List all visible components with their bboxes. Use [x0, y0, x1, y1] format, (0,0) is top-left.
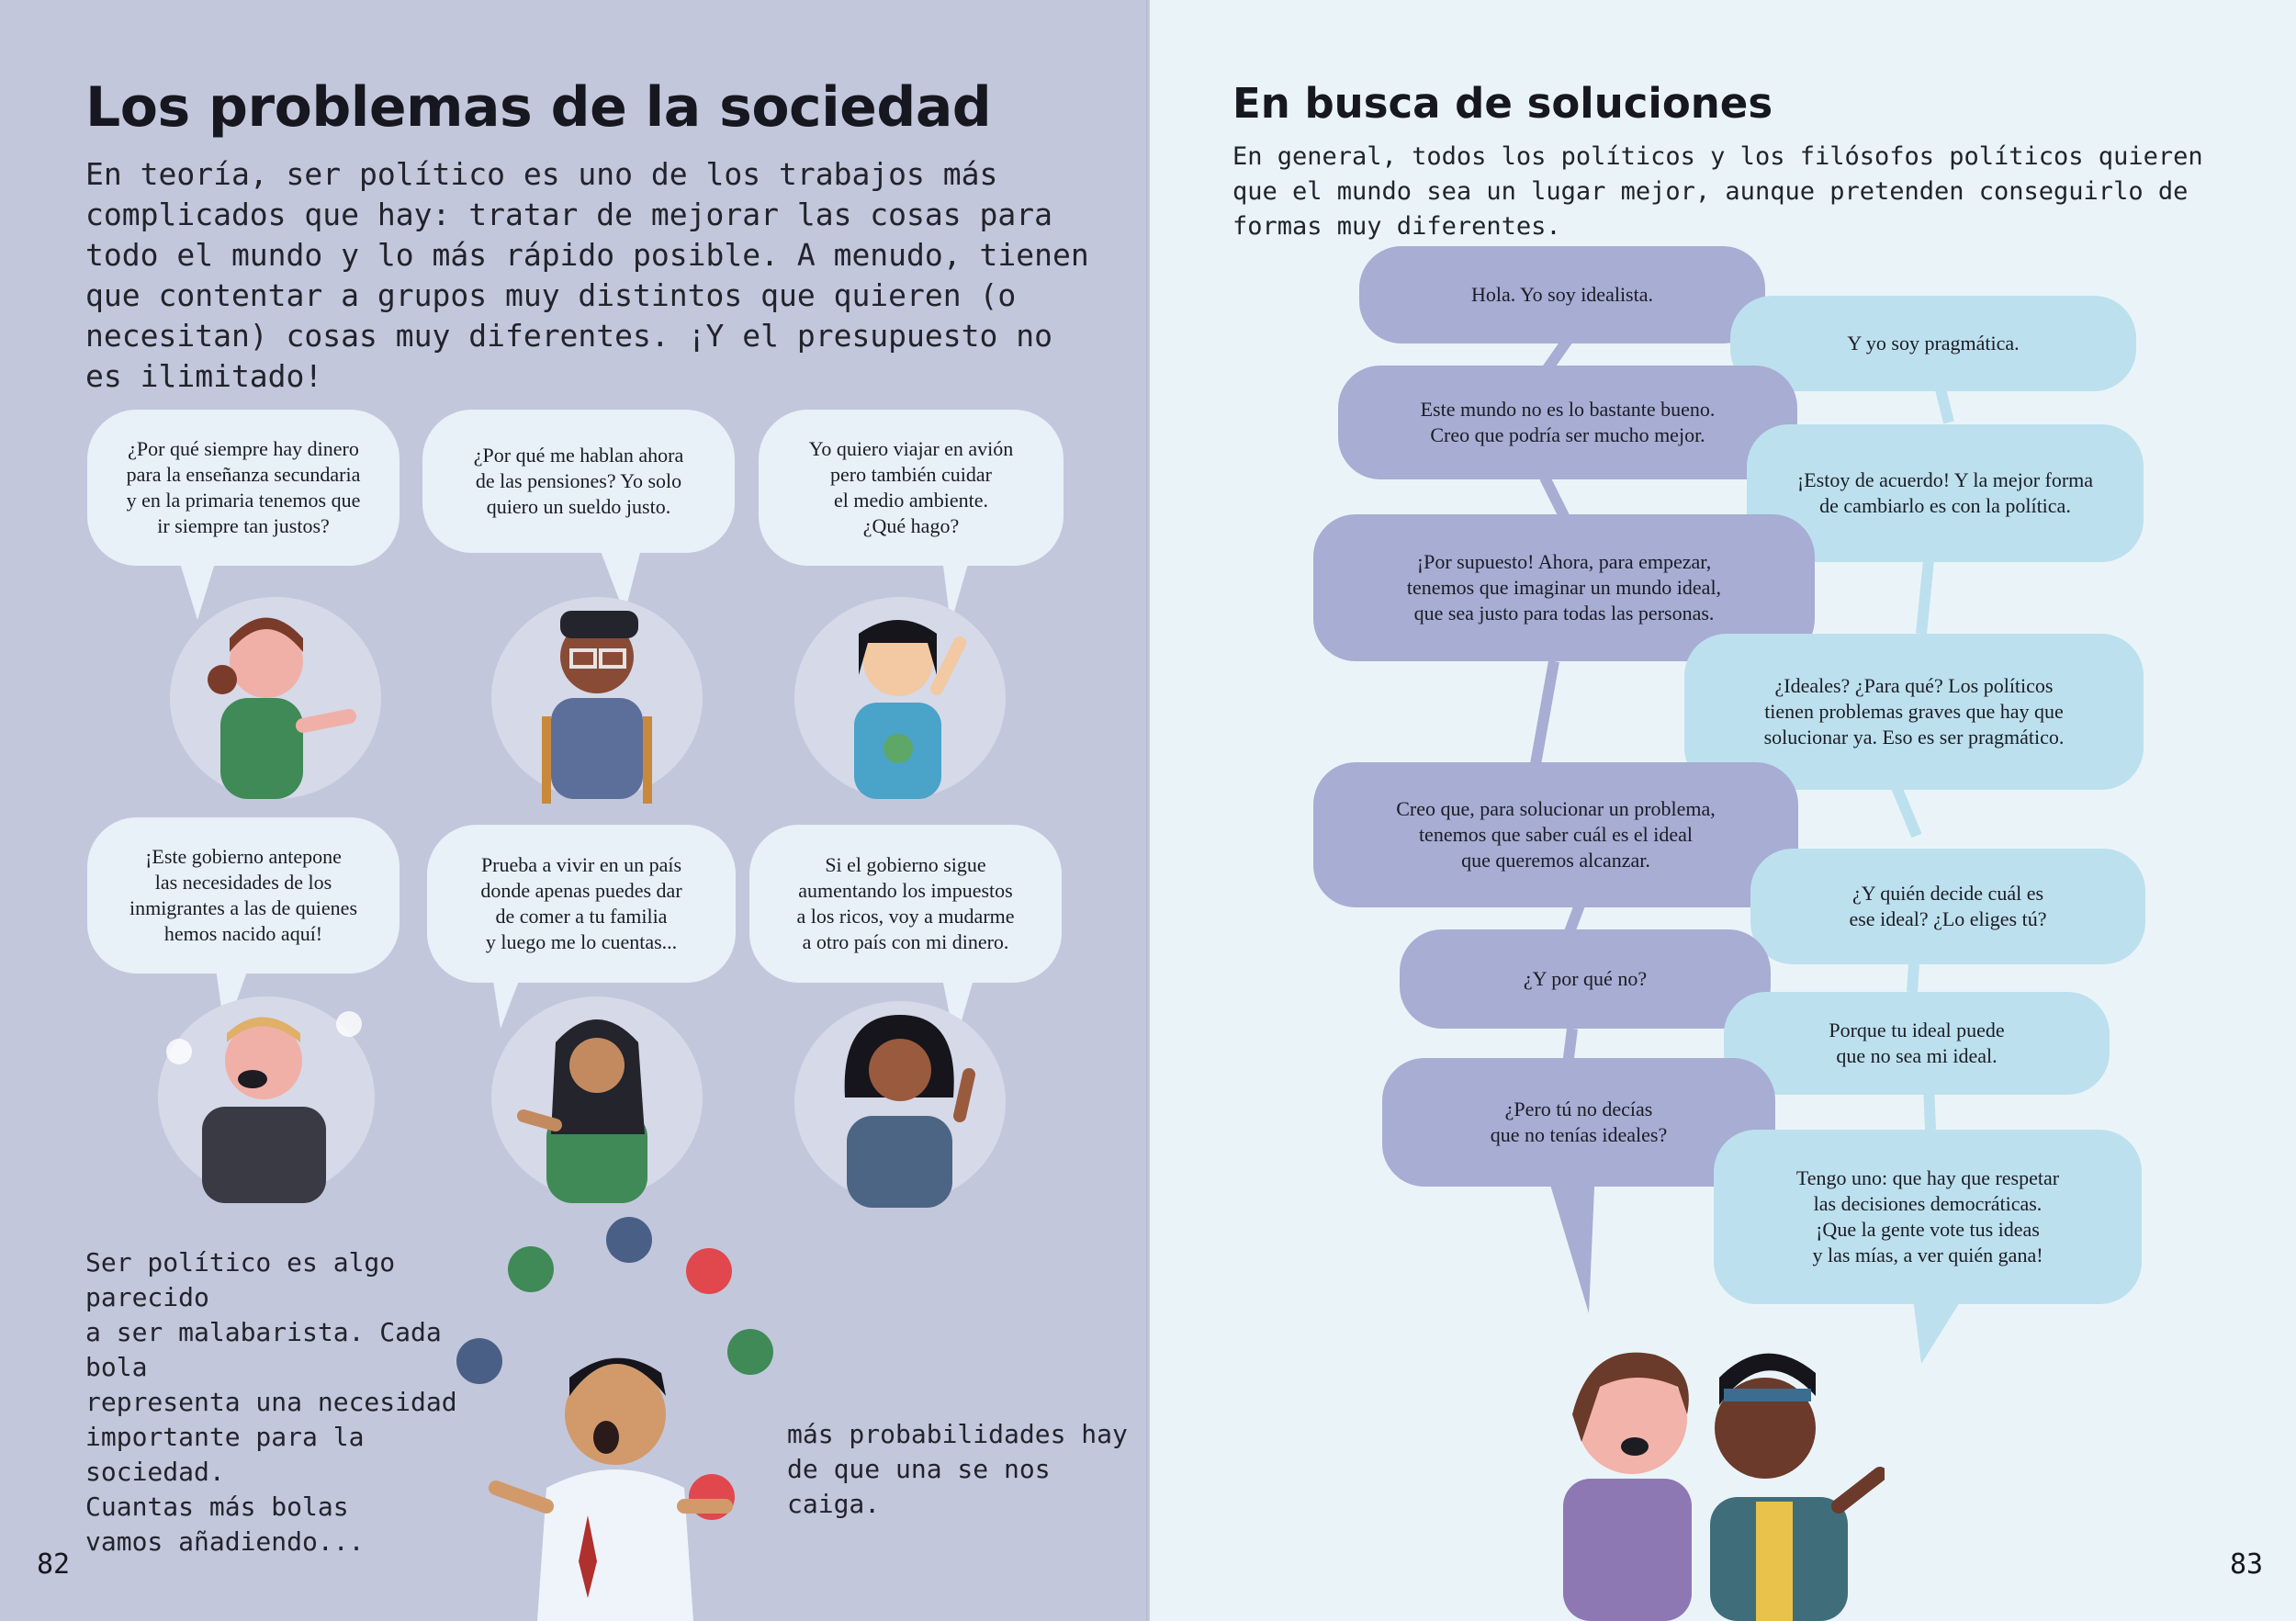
- bubble-text: Yo quiero viajar en avión pero también cuidar el medio ambiente. ¿Qué hago?: [808, 437, 1014, 537]
- bubble-text: ¡Estoy de acuerdo! Y la mejor forma de cambiarlo es con la política.: [1796, 468, 2094, 517]
- juggling-ball-green: [727, 1329, 773, 1375]
- bubble-text: Tengo uno: que hay que respetar las decisiones democráticas. ¡Que la gente vote tus ideas y las mías, a ver quién gana!: [1795, 1166, 2060, 1266]
- dialogue-bubble-idealist: [1338, 366, 1797, 479]
- page-number-right: 83: [2230, 1548, 2264, 1581]
- juggling-ball-blue: [456, 1338, 502, 1384]
- idealist-character: [1563, 1353, 1692, 1621]
- angry-man-illustration: [152, 987, 381, 1208]
- bubble-text: ¿Por qué me hablan ahora de las pensiones? Yo solo quiero un sueldo justo.: [473, 444, 684, 518]
- pragmatist-character: [1710, 1354, 1880, 1621]
- bubble-text: Hola. Yo soy idealista.: [1471, 283, 1653, 306]
- worker-illustration: [487, 579, 707, 808]
- speech-bubble-rich-woman: [749, 825, 1062, 983]
- speech-bubble-teacher: [87, 410, 400, 566]
- bubble-text: Porque tu ideal puede que no sea mi ideal.: [1829, 1019, 2005, 1067]
- dialogue-bubble-pragmatist: [1724, 992, 2110, 1095]
- left-page-title: Los problemas de la sociedad: [85, 75, 992, 140]
- speech-bubble-worker: [422, 410, 735, 553]
- speech-bubble-angry-man: [87, 817, 400, 974]
- bubble-text: Si el gobierno sigue aumentando los impuestos a los ricos, voy a mudarme a otro país con mi dinero.: [796, 853, 1015, 953]
- bubble-text: ¿Ideales? ¿Para qué? Los políticos tienen problemas graves que hay que solucionar ya. Eso es ser pragmático.: [1763, 674, 2065, 749]
- bubble-text: Prueba a vivir en un país donde apenas puedes dar de comer a tu familia y luego me lo cuentas...: [480, 853, 682, 953]
- dialogue-bubble-pragmatist: [1714, 1130, 2142, 1304]
- bubble-text: Este mundo no es lo bastante bueno. Creo que podría ser mucho mejor.: [1420, 398, 1716, 446]
- bubble-text: ¡Por supuesto! Ahora, para empezar, tenemos que imaginar un mundo ideal, que sea justo para todas las personas.: [1406, 550, 1722, 625]
- juggler-text-intro: Ser político es algo parecido a ser malabarista. Cada bola representa una necesidad importante para la sociedad. Cuantas más bolas vamos añadiendo...: [85, 1247, 457, 1557]
- bubble-text: ¿Por qué siempre hay dinero para la enseñanza secundaria y en la primaria tenemos que ir siempre tan justos?: [126, 437, 361, 537]
- bubble-text: ¿Y por qué no?: [1523, 967, 1648, 990]
- dialogue-bubble-pragmatist: [1730, 296, 2136, 391]
- bubble-text: Y yo soy pragmática.: [1847, 332, 2020, 355]
- speech-bubble-woman-hijab: [427, 825, 736, 983]
- page-number-left: 82: [37, 1548, 71, 1581]
- dialogue-bubble-idealist: [1400, 929, 1771, 1029]
- right-page-intro: En general, todos los políticos y los filósofos políticos quieren que el mundo sea un lugar mejor, aunque pretenden conseguirlo de formas muy diferentes.: [1232, 142, 2203, 241]
- bubble-text: Creo que, para solucionar un problema, tenemos que saber cuál es el ideal que queremos alcanzar.: [1396, 797, 1716, 872]
- arguing-characters-illustration: [1499, 1304, 1885, 1621]
- environmentalist-illustration: [790, 588, 1010, 808]
- bubble-text: ¿Y quién decide cuál es ese ideal? ¿Lo eliges tú?: [1849, 882, 2047, 930]
- bubble-text: ¿Pero tú no decías que no tenías ideales?: [1490, 1098, 1668, 1146]
- juggler-illustration: [432, 1212, 790, 1621]
- dialogue-bubble-idealist: [1359, 246, 1765, 343]
- juggling-ball-blue: [606, 1217, 652, 1263]
- bubble-text: ¡Este gobierno antepone las necesidades de los inmigrantes a las de quienes hemos nacido aquí!: [129, 845, 358, 945]
- woman-hijab-illustration: [487, 987, 707, 1208]
- rich-woman-illustration: [790, 987, 1010, 1217]
- right-page-title: En busca de soluciones: [1232, 79, 1773, 128]
- juggler-text-conclusion: más probabilidades hay de que una se nos caiga.: [787, 1419, 1128, 1519]
- dialogue-bubble-idealist: [1313, 762, 1798, 907]
- left-page-intro: En teoría, ser político es uno de los trabajos más complicados que hay: tratar de mejorar las cosas para todo el mundo y lo más rápido posible. A menudo, tienen que contentar a grupos muy distintos que quieren (o necesitan) cosas muy diferentes. ¡Y el presupuesto no es ilimitado!: [85, 156, 1089, 394]
- speech-bubble-environmentalist: [759, 410, 1064, 566]
- dialogue-bubble-pragmatist: [1750, 849, 2145, 964]
- juggling-ball-red: [686, 1248, 732, 1294]
- teacher-illustration: [165, 588, 386, 808]
- right-page: [1150, 0, 2296, 1621]
- juggling-ball-green: [508, 1246, 554, 1292]
